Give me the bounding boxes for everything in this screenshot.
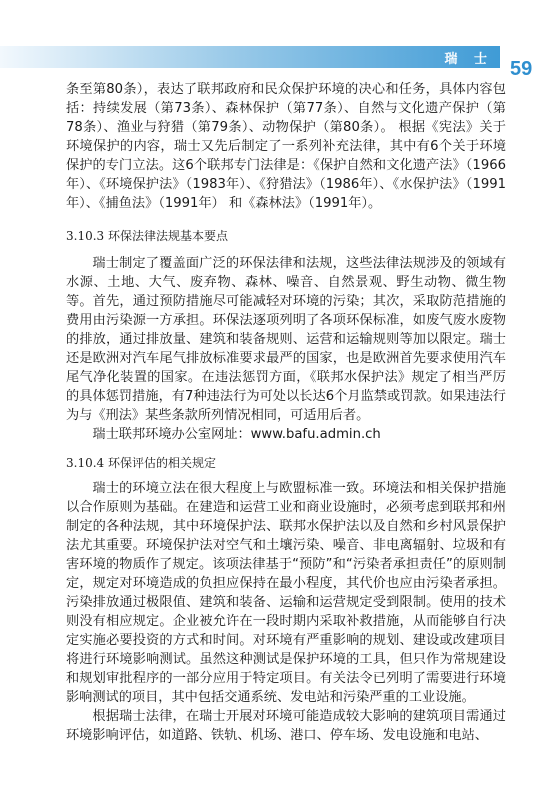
header-bar [0, 46, 500, 68]
section-heading: 3.10.3 环保法律法规基本要点 [66, 229, 228, 243]
page-content [66, 80, 506, 745]
page-number: 59 [510, 58, 533, 80]
paragraph: 瑞士的环境立法在很大程度上与欧盟标准一致。环境法和相关保护措施以合作原则为基础。在建造和运营工业和商业设施时，必须考虑到联邦和州制定的各种法规，其中环境保护法、联邦水保护法以及自然和乡村风景保护法尤其重要。环境保护法对空气和土壤污染、噪音、非电离辐射、垃圾和有害环境的物质作了规定。该项法律基于“预防”和“污染者承担责任”的原则制定，规定对环境造成的负担应保持在最小程度，其代价也应由污染者承担。污染排放通过极限值、建筑和装备、运输和运营规定受到限制。使用的技术则没有相应规定。企业被允许在一段时期内采取补救措施，从而能够自行决定实施必要投资的方式和时间。对环境有严重影响的规划、建设或改建项目将进行环境影响测试。虽然这种测试是保护环境的工具，但只作为常规建设和规划审批程序的一部分应用于特定项目。有关法令已列明了需要进行环境影响测试的项目，其中包括交通系统、发电站和污染严重的工业设施。 [66, 481, 506, 705]
section-heading: 3.10.4 环保评估的相关规定 [66, 456, 216, 470]
website-line: 瑞士联邦环境办公室网址：www.bafu.admin.ch [92, 427, 381, 442]
paragraph: 根据瑞士法律，在瑞士开展对环境可能造成较大影响的建筑项目需通过环境影响评估，如道路、铁轨、机场、港口、停车场、发电设施和电站、 [66, 709, 506, 743]
paragraph: 瑞士制定了覆盖面广泛的环保法律和法规，这些法律法规涉及的领域有水源、土地、大气、废弃物、森林、噪音、自然景观、野生动物、微生物等。首先，通过预防措施尽可能减轻对环境的污染；其次，采取防范措施的费用由污染源一方承担。环保法逐项列明了各项环保标准，如废气废水废物的排放，通过排放量、建筑和装备规则、运营和运输规则等加以限定。瑞士还是欧洲对汽车尾气排放标准要求最严的国家，也是欧洲首先要求使用汽车尾气净化装置的国家。在违法惩罚方面，《联邦水保护法》规定了相当严厉的具体惩罚措施，有7种违法行为可处以长达6个月监禁或罚款。如果违法行为与《刑法》某些条款所列情况相同，可适用后者。 [66, 256, 506, 423]
paragraph: 条至第80条），表达了联邦政府和民众保护环境的决心和任务，具体内容包括：持续发展（第73条）、森林保护（第77条）、自然与文化遗产保护（第78条）、渔业与狩猎（第79条）、动物保护（第80条）。 根据《宪法》关于环境保护的内容，瑞士又先后制定了一系列补充法律，其中有6个关于环境保护的专门立法。这6个联邦专门法律是：《保护自然和文化遗产法》（1966年）、《环境保护法》（1983年）、《狩猎法》（1986年）、《水保护法》（1991年）、《捕鱼法》（1991年） 和《森林法》（1991年）。 [66, 82, 506, 211]
running-header: 瑞 士 [444, 52, 493, 67]
